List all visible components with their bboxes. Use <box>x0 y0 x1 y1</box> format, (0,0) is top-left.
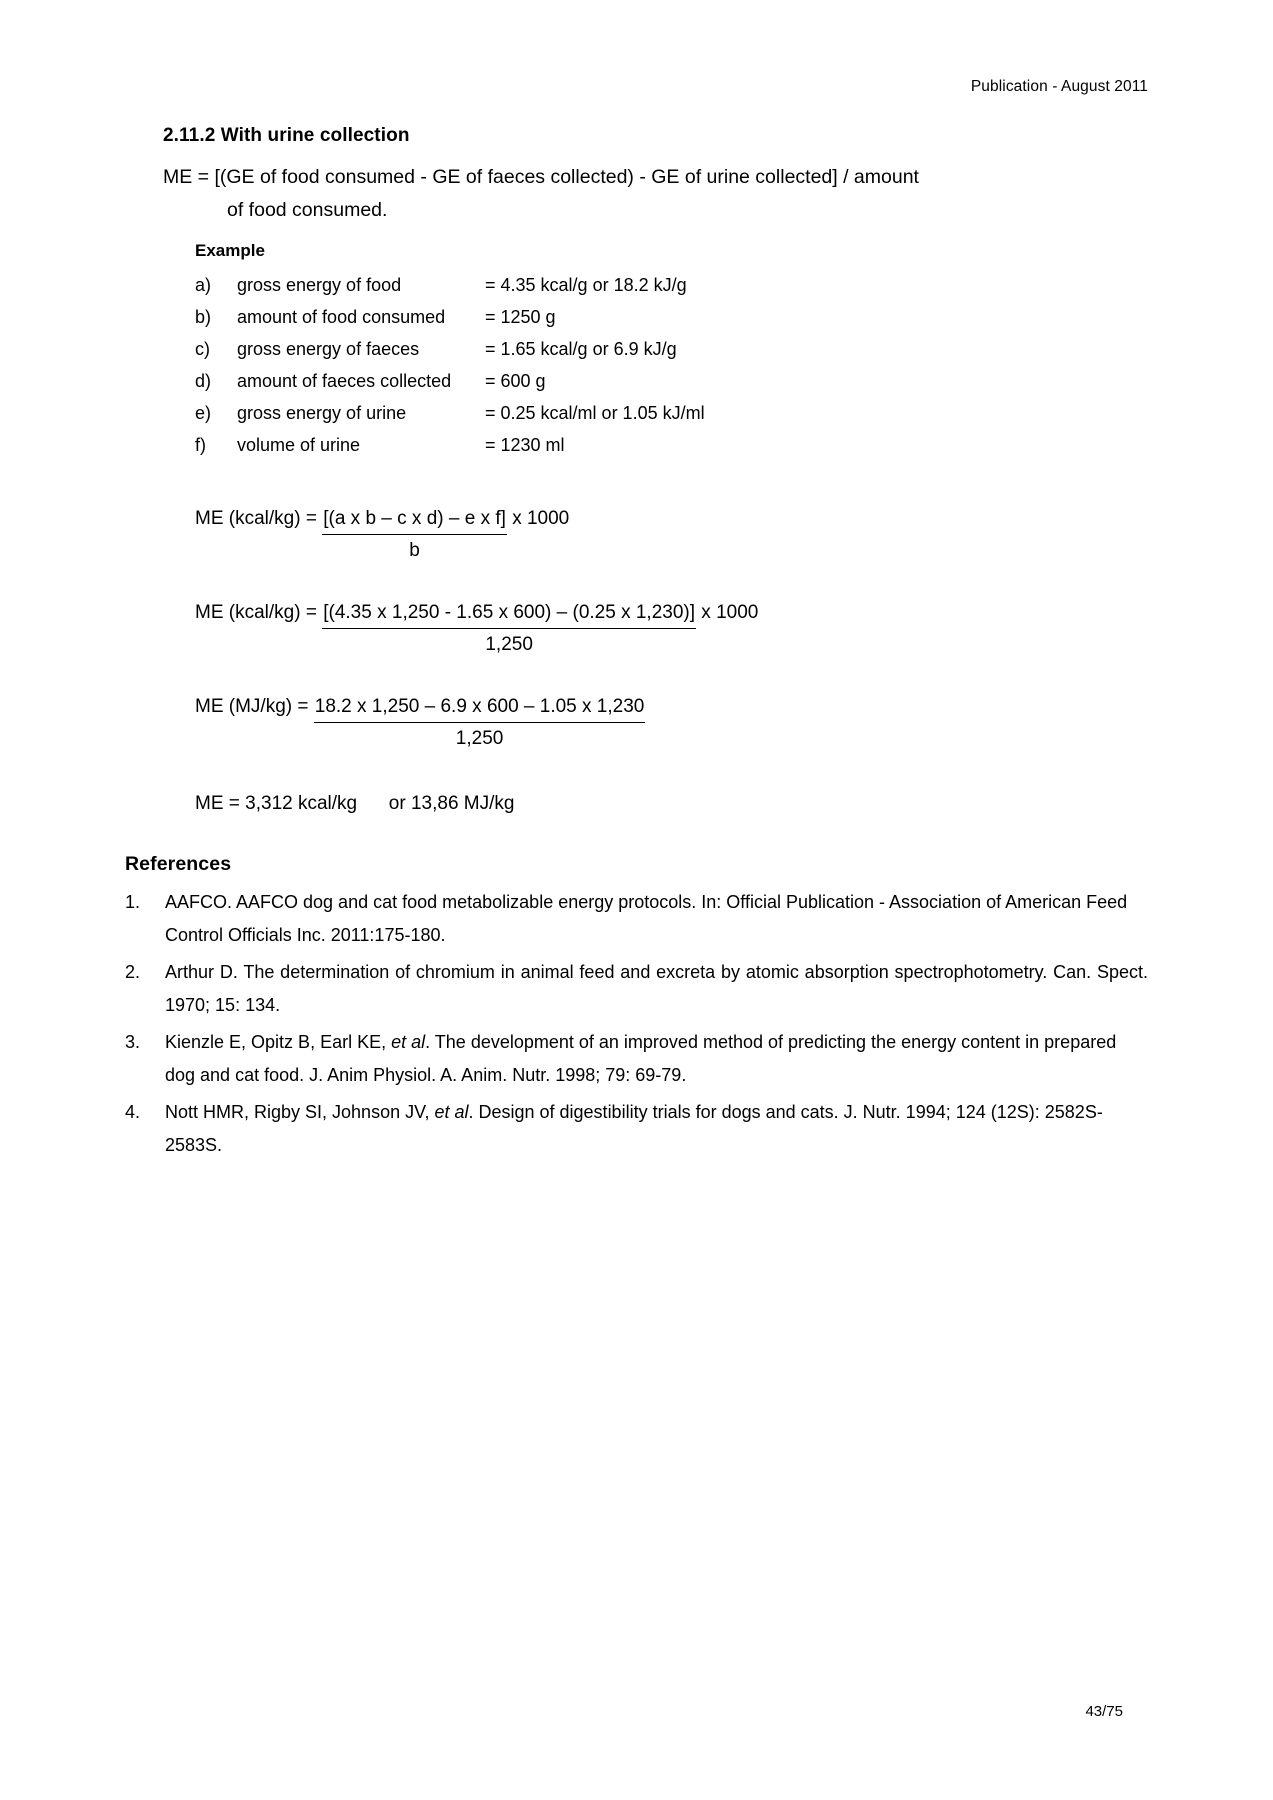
list-item <box>195 333 1148 365</box>
formula-lhs: ME (kcal/kg) = <box>195 508 323 529</box>
formula-tail: x 1000 <box>506 508 570 529</box>
reference-text: AAFCO. AAFCO dog and cat food metabolizable energy protocols. In: Official Publication - Association of American Feed Control Officials Inc. 2011:175-180. <box>165 892 1128 945</box>
list-item-label: amount of food consumed <box>237 307 446 327</box>
formula-lhs: ME (MJ/kg) = <box>195 696 314 717</box>
reference-number: 1. <box>125 892 141 912</box>
formula-kcal-numeric <box>195 599 1148 659</box>
fraction-numerator: 18.2 x 1,250 – 6.9 x 600 – 1.05 x 1,230 <box>314 693 646 723</box>
reference-number: 2. <box>125 962 141 982</box>
formula-section <box>125 505 1148 753</box>
fraction <box>322 505 507 565</box>
list-item-value: = 600 g <box>485 371 546 391</box>
fraction-numerator: [(a x b – c x d) – e x f] <box>322 505 507 535</box>
list-item-label: gross energy of food <box>237 275 402 295</box>
list-item-label: amount of faeces collected <box>237 371 452 391</box>
reference-et-al: et al <box>434 1102 469 1122</box>
fraction-numerator: [(4.35 x 1,250 - 1.65 x 600) – (0.25 x 1,230)] <box>322 599 696 629</box>
fraction-denominator: 1,250 <box>485 634 533 655</box>
list-item-value: = 0.25 kcal/ml or 1.05 kJ/ml <box>485 403 705 423</box>
list-item-marker: c) <box>195 339 210 359</box>
list-item-marker: d) <box>195 371 212 391</box>
list-item-marker: b) <box>195 307 212 327</box>
list-item <box>195 301 1148 333</box>
list-item <box>195 429 1148 461</box>
me-definition-line-2: of food consumed. <box>227 199 388 221</box>
reference-item <box>125 1096 1148 1162</box>
references-heading: References <box>125 853 232 875</box>
list-item-marker: f) <box>195 435 206 455</box>
list-item-label: gross energy of faeces <box>237 339 420 359</box>
reference-number: 3. <box>125 1032 141 1052</box>
list-item-label: volume of urine <box>237 435 361 455</box>
reference-text <box>165 1026 1148 1092</box>
list-item <box>195 397 1148 429</box>
reference-text-part: Kienzle E, Opitz B, Earl KE, <box>165 1032 392 1052</box>
fraction-denominator: 1,250 <box>455 728 504 749</box>
example-list <box>125 269 1148 461</box>
formula-lhs: ME (kcal/kg) = <box>195 602 323 623</box>
formula-symbolic <box>195 505 1148 565</box>
reference-text-part: . The development of an improved method of predicting the energy content in prepared dog and cat food. J. Anim Physiol. A. Anim. Nutr. 1998; 79: 69-79. <box>165 1032 1117 1085</box>
page-number: 43/75 <box>1085 1703 1123 1720</box>
list-item-value: = 1250 g <box>485 307 556 327</box>
reference-item <box>125 1026 1148 1092</box>
list-item-value: = 1.65 kcal/g or 6.9 kJ/g <box>485 339 677 359</box>
formula-result: ME = 3,312 kcal/kg or 13,86 MJ/kg <box>195 793 515 814</box>
reference-text-part: Nott HMR, Rigby SI, Johnson JV, <box>165 1102 435 1122</box>
fraction-denominator: b <box>409 540 420 561</box>
reference-number: 4. <box>125 1102 141 1122</box>
page-header-publication-note: Publication - August 2011 <box>970 78 1148 95</box>
me-definition <box>125 161 1148 227</box>
reference-item <box>125 956 1148 1022</box>
formula-tail: x 1000 <box>696 602 759 623</box>
example-heading: Example <box>195 241 265 260</box>
references-list <box>125 886 1148 1162</box>
reference-item <box>125 886 1148 952</box>
list-item-label: gross energy of urine <box>237 403 407 423</box>
list-item <box>195 269 1148 301</box>
reference-text-part: . Design of digestibility trials for dogs and cats. J. Nutr. 1994; 124 (12S): 2582S-2583S. <box>165 1102 1103 1155</box>
document-content <box>125 125 1148 1166</box>
list-item <box>195 365 1148 397</box>
fraction <box>314 693 646 753</box>
section-heading: 2.11.2 With urine collection <box>163 125 410 146</box>
fraction <box>322 599 696 659</box>
list-item-value: = 1230 ml <box>485 435 565 455</box>
list-item-value: = 4.35 kcal/g or 18.2 kJ/g <box>485 275 687 295</box>
reference-et-al: et al <box>391 1032 426 1052</box>
me-definition-line-1: ME = [(GE of food consumed - GE of faeces collected) - GE of urine collected] / amount <box>163 166 919 188</box>
list-item-marker: a) <box>195 275 212 295</box>
reference-text <box>165 1096 1148 1162</box>
list-item-marker: e) <box>195 403 212 423</box>
formula-mj-numeric <box>195 693 1148 753</box>
reference-text: Arthur D. The determination of chromium in animal feed and excreta by atomic absorption spectrophotometry. Can. Spect. 1970; 15: 134. <box>165 962 1148 1015</box>
